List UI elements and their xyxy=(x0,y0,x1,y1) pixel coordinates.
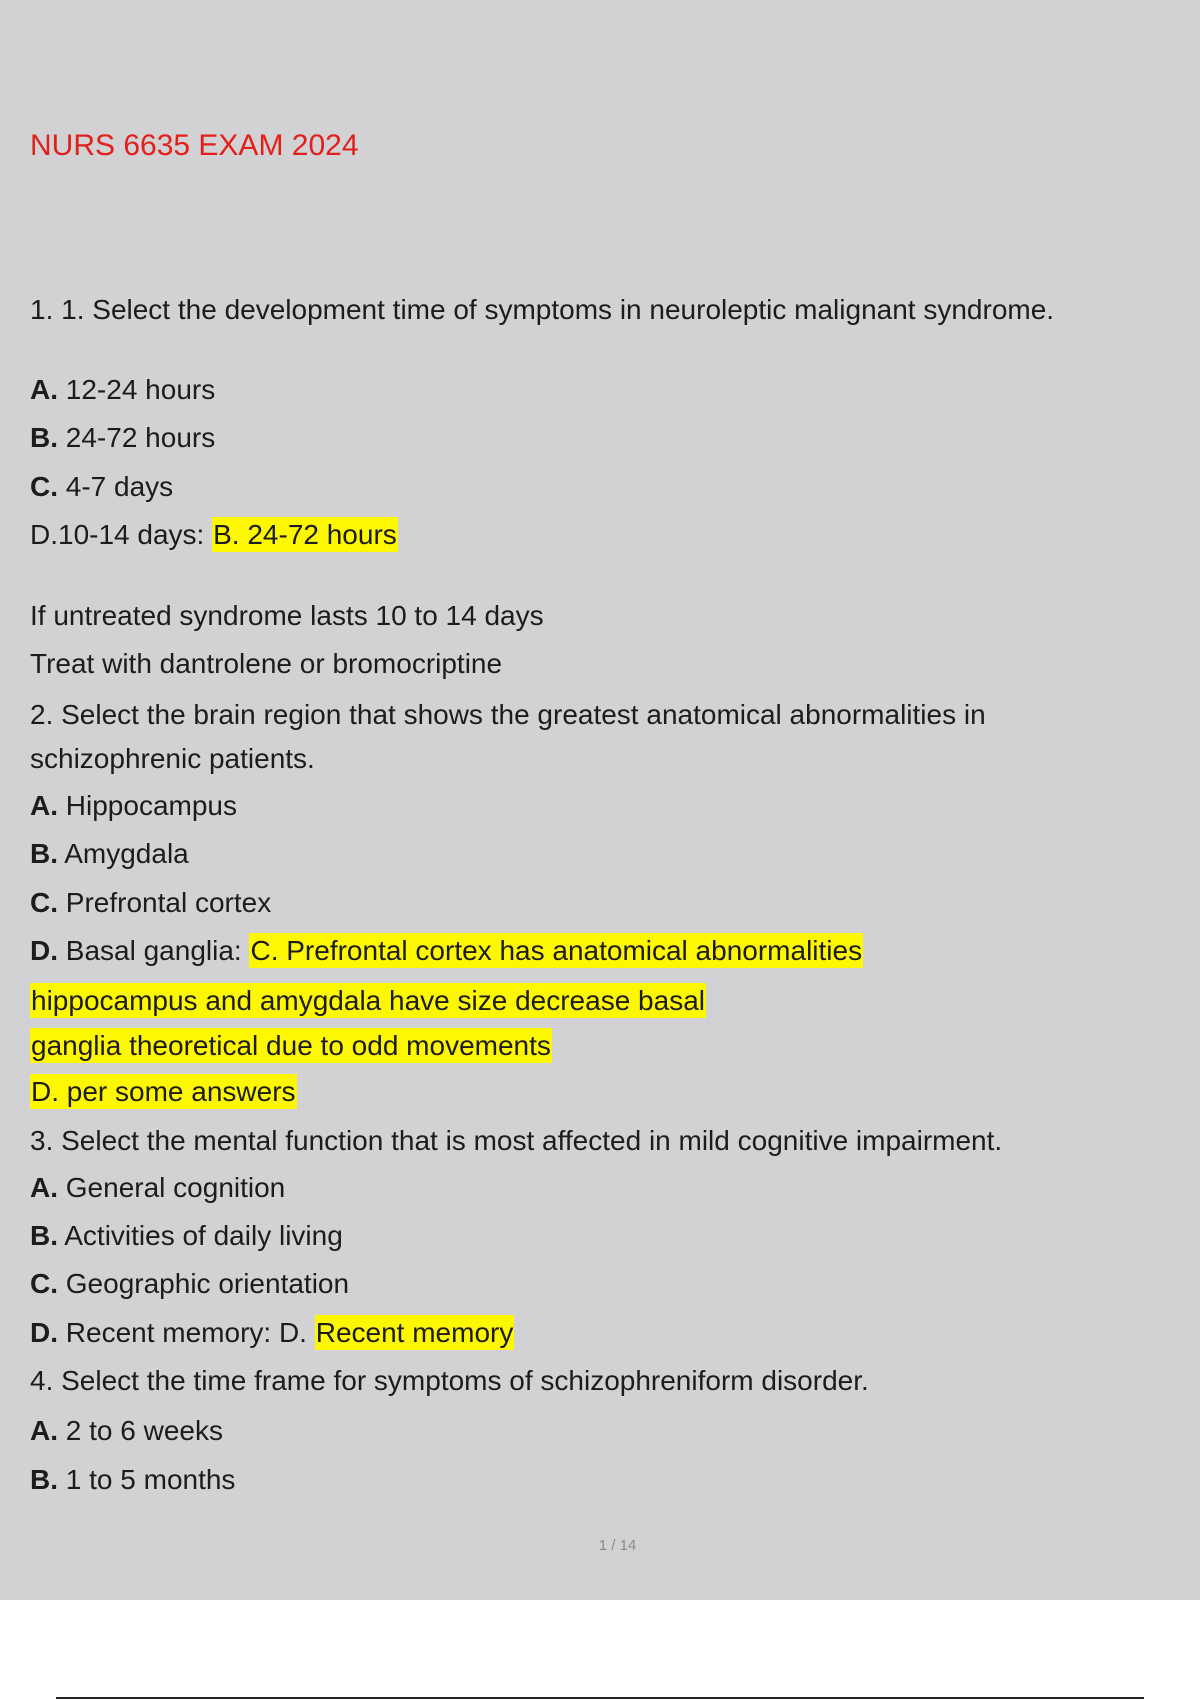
highlighted-answer: B. 24-72 hours xyxy=(213,519,397,550)
bottom-divider xyxy=(56,1697,1144,1699)
question-4-text: 4. Select the time frame for symptoms of schizophreniform disorder. xyxy=(30,1365,869,1396)
highlighted-answer: C. Prefrontal cortex has anatomical abnormalities xyxy=(250,935,863,966)
option-text: Prefrontal cortex xyxy=(58,887,272,918)
option-text: 1 to 5 months xyxy=(58,1464,236,1495)
q1-note-2: Treat with dantrolene or bromocriptine xyxy=(30,648,503,679)
option-letter: C. xyxy=(30,471,58,502)
question-2-text-line-2: schizophrenic patients. xyxy=(30,743,315,774)
option-text: Geographic orientation xyxy=(58,1268,350,1299)
option-letter: A. xyxy=(30,1172,58,1203)
q3-option-b xyxy=(30,1219,343,1253)
question-2-text-line-1: 2. Select the brain region that shows the greatest anatomical abnormalities in xyxy=(30,699,986,730)
document-title: NURS 6635 EXAM 2024 xyxy=(30,129,359,162)
option-text: Basal ganglia: xyxy=(58,935,250,966)
option-text: 4-7 days xyxy=(58,471,174,502)
q3-option-c xyxy=(30,1267,349,1301)
option-text: 12-24 hours xyxy=(58,374,216,405)
question-1-text: 1. 1. Select the development time of symptoms in neuroleptic malignant syndrome. xyxy=(30,294,1055,325)
q1-option-d xyxy=(30,518,398,552)
q3-option-d xyxy=(30,1316,514,1350)
q4-option-b xyxy=(30,1463,235,1497)
q2-option-a xyxy=(30,789,237,823)
option-text: Activities of daily living xyxy=(58,1220,343,1251)
q1-note-1: If untreated syndrome lasts 10 to 14 days xyxy=(30,600,544,631)
q2-answer-line-2 xyxy=(30,984,706,1018)
option-text: 2 to 6 weeks xyxy=(58,1415,223,1446)
q2-answer-line-3 xyxy=(30,1029,552,1063)
page-indicator: 1 / 14 xyxy=(598,1537,637,1554)
q2-answer-line-4 xyxy=(30,1075,297,1109)
option-text: Hippocampus xyxy=(58,790,237,821)
option-letter: C. xyxy=(30,887,58,918)
option-letter: D. xyxy=(30,1317,58,1348)
highlighted-answer: hippocampus and amygdala have size decrease basal xyxy=(31,985,705,1016)
q1-option-c xyxy=(30,470,173,504)
option-letter: A. xyxy=(30,1415,58,1446)
option-text: Recent memory: D. xyxy=(58,1317,315,1348)
option-letter: A. xyxy=(30,790,58,821)
q3-option-a xyxy=(30,1171,285,1205)
q2-option-c xyxy=(30,886,271,920)
q1-option-a xyxy=(30,373,215,407)
q4-option-a xyxy=(30,1414,223,1448)
highlighted-answer: Recent memory xyxy=(315,1317,514,1348)
option-letter: B. xyxy=(30,838,58,869)
option-letter: B. xyxy=(30,1220,58,1251)
q2-option-d xyxy=(30,934,863,968)
option-letter: C. xyxy=(30,1268,58,1299)
option-letter: D. xyxy=(30,935,58,966)
option-text: Amygdala xyxy=(58,838,189,869)
option-letter: B. xyxy=(30,1464,58,1495)
option-text: General cognition xyxy=(58,1172,286,1203)
highlighted-answer: D. per some answers xyxy=(31,1076,296,1107)
highlighted-answer: ganglia theoretical due to odd movements xyxy=(31,1030,551,1061)
question-3-text: 3. Select the mental function that is most affected in mild cognitive impairment. xyxy=(30,1125,1003,1156)
q2-option-b xyxy=(30,837,189,871)
option-letter: B. xyxy=(30,422,58,453)
option-text: D.10-14 days: xyxy=(30,519,213,550)
q1-option-b xyxy=(30,421,215,455)
option-letter: A. xyxy=(30,374,58,405)
option-text: 24-72 hours xyxy=(58,422,216,453)
